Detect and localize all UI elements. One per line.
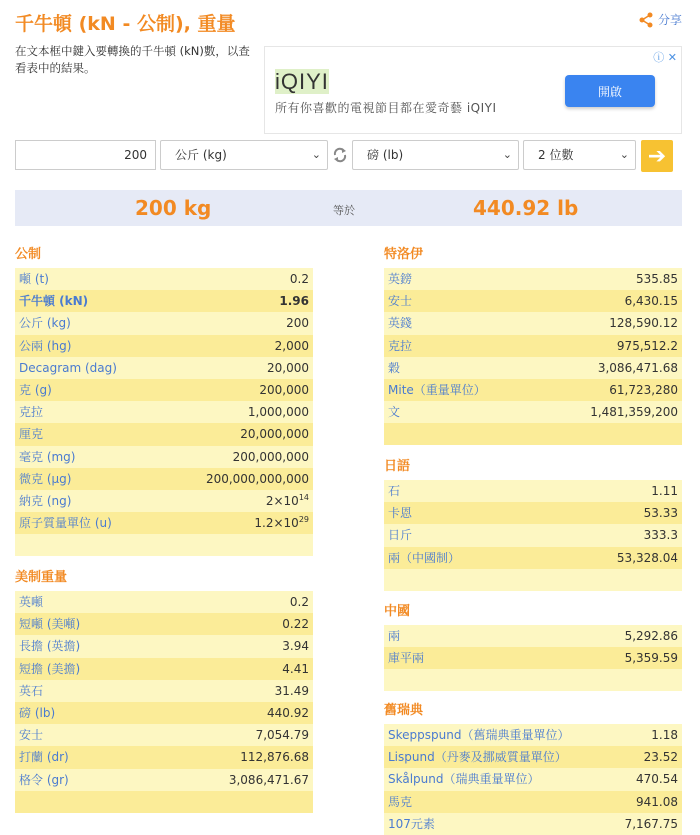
table-china	[384, 625, 682, 691]
from-unit-label: 公斤 (kg)	[175, 148, 227, 162]
table-row	[15, 680, 313, 702]
table-row	[15, 702, 313, 724]
precision-select[interactable]	[523, 140, 636, 170]
table-row	[384, 290, 682, 312]
table-row	[15, 290, 313, 312]
table-row	[15, 658, 313, 680]
table-spacer	[384, 669, 682, 691]
row-label: 文	[388, 405, 401, 420]
row-label: 安士	[388, 294, 413, 309]
convert-button[interactable]	[641, 140, 673, 172]
row-value: $2\times 10^{14}$	[265, 492, 309, 508]
chevron-down-icon: ⌄	[311, 148, 321, 161]
ad-open-button[interactable]: 開啟	[565, 75, 655, 107]
row-value: 941.08	[636, 794, 678, 809]
chevron-down-icon: ⌄	[619, 148, 629, 161]
table-row	[384, 768, 682, 790]
section-title-china: 中國	[384, 604, 411, 619]
table-row	[384, 401, 682, 423]
row-value: 53,328.04	[616, 550, 678, 565]
row-label: 毫克 (mg)	[19, 449, 76, 464]
row-value: 1.96	[279, 294, 309, 309]
table-row	[15, 613, 313, 635]
row-label: Lispund（丹麥及挪威質量單位）	[388, 750, 567, 765]
table-row	[15, 635, 313, 657]
row-value: 200,000,000,000	[205, 471, 309, 486]
row-label: Mite（重量單位）	[388, 382, 486, 397]
table-row	[384, 502, 682, 524]
table-spacer	[384, 569, 682, 591]
row-value: $1.2\times 10^{29}$	[254, 515, 309, 531]
row-label: 克拉	[19, 405, 44, 420]
row-label: Skålpund（瑞典重量單位）	[388, 772, 540, 787]
chevron-down-icon: ⌄	[502, 148, 512, 161]
row-label: 克 (g)	[19, 382, 52, 397]
table-japan	[384, 480, 682, 591]
row-value: 200	[286, 316, 309, 331]
row-label: 安士	[19, 728, 44, 743]
row-label: 微克 (µg)	[19, 471, 72, 486]
row-value: 440.92	[267, 705, 309, 720]
table-row	[15, 312, 313, 334]
row-label: 英鎊	[388, 272, 413, 286]
ad-logo: iQIYI	[275, 69, 329, 94]
row-label: 馬克	[388, 794, 413, 809]
row-label: 厘克	[19, 427, 44, 442]
row-value: 53.33	[643, 506, 678, 521]
row-label: 公兩 (hg)	[19, 338, 72, 353]
row-label: 英錢	[388, 316, 413, 331]
table-row	[15, 512, 313, 534]
row-value: 112,876.68	[240, 750, 309, 765]
table-row	[384, 625, 682, 647]
row-value: 0.22	[282, 617, 309, 632]
row-label: 英噸	[19, 595, 44, 609]
table-row	[15, 769, 313, 791]
table-row	[15, 591, 313, 613]
table-row	[384, 647, 682, 669]
row-value: 535.85	[636, 272, 678, 286]
ad-info-icon[interactable]: ⓘ ✕	[653, 51, 677, 64]
table-row	[384, 746, 682, 768]
row-value: 20,000,000	[240, 427, 309, 442]
row-label: 公斤 (kg)	[19, 316, 71, 331]
table-row	[15, 268, 313, 290]
row-value: 61,723,280	[609, 382, 678, 397]
row-label: 兩（中國制）	[388, 550, 461, 565]
table-spacer	[15, 791, 313, 813]
table-row	[384, 335, 682, 357]
to-unit-label: 磅 (lb)	[367, 148, 404, 162]
share-button[interactable]	[638, 11, 682, 28]
row-value: 470.54	[636, 772, 678, 787]
share-label: 分享	[657, 13, 682, 27]
from-unit-select[interactable]	[160, 140, 328, 170]
ad-banner[interactable]	[264, 46, 682, 134]
row-value: 975,512.2	[616, 338, 678, 353]
table-row	[384, 379, 682, 401]
ad-text: 所有你喜歡的電視節目都在愛奇藝 iQIYI	[275, 101, 497, 115]
row-value: 7,167.75	[624, 816, 678, 831]
result-to: 440.92 lb	[473, 196, 579, 220]
row-label: 原子質量單位 (u)	[19, 516, 112, 531]
section-title-metric: 公制	[15, 247, 42, 262]
row-value: 1.11	[651, 484, 678, 498]
row-value: 7,054.79	[255, 728, 309, 743]
row-value: 3,086,471.68	[597, 360, 678, 375]
table-spacer	[384, 423, 682, 445]
section-title-japan: 日語	[384, 459, 411, 474]
row-value: 5,359.59	[624, 651, 678, 666]
row-value: 1,000,000	[247, 405, 309, 420]
table-metric	[15, 268, 313, 556]
row-label: 卡恩	[388, 506, 413, 521]
table-row	[15, 746, 313, 768]
row-label: Decagram (dag)	[19, 360, 117, 375]
table-troy	[384, 268, 682, 445]
page-title: 千牛頓 (kN - 公制), 重量	[15, 13, 236, 35]
table-row	[384, 724, 682, 746]
row-value: 1,481,359,200	[590, 405, 678, 420]
page-description: 在文本框中鍵入要轉換的千牛頓 (kN)數，以查看表中的結果。	[15, 44, 250, 75]
row-value: 0.2	[289, 595, 309, 609]
table-row	[15, 724, 313, 746]
table-row	[384, 791, 682, 813]
row-label: 長擔 (英擔)	[19, 639, 81, 654]
row-label: 納克 (ng)	[19, 493, 72, 508]
row-label: 日斤	[388, 528, 413, 543]
table-row	[384, 480, 682, 502]
row-label: 磅 (lb)	[19, 705, 56, 720]
table-row	[15, 379, 313, 401]
precision-label: 2 位數	[538, 148, 574, 162]
row-label: 庫平兩	[388, 651, 425, 666]
row-label: 107元素	[388, 816, 435, 831]
table-row	[384, 357, 682, 379]
row-label: 短噸 (美噸)	[19, 617, 81, 632]
row-value: 200,000,000	[232, 449, 309, 464]
result-from: 200 kg	[135, 196, 212, 220]
row-value: 20,000	[267, 360, 309, 375]
row-label: 打蘭 (dr)	[19, 750, 69, 765]
table-row	[15, 446, 313, 468]
swap-icon[interactable]	[331, 145, 349, 165]
row-label: 穀	[388, 360, 401, 375]
table-row	[15, 335, 313, 357]
row-label: 噸 (t)	[19, 272, 49, 286]
row-value: 128,590.12	[609, 316, 678, 331]
row-value: 6,430.15	[624, 294, 678, 309]
section-title-sweden: 舊瑞典	[384, 703, 424, 718]
table-row	[384, 268, 682, 290]
section-title-us: 美制重量	[15, 570, 68, 585]
table-sweden	[384, 724, 682, 835]
table-row	[384, 547, 682, 569]
row-value: 3,086,471.67	[228, 772, 309, 787]
value-input[interactable]: 200	[15, 140, 156, 170]
row-label: 短擔 (美擔)	[19, 661, 81, 676]
arrow-right-icon: ➔	[647, 143, 667, 169]
to-unit-select[interactable]	[352, 140, 519, 170]
row-value: 4.41	[282, 661, 309, 676]
share-icon	[638, 12, 654, 28]
row-label: 克拉	[388, 338, 413, 353]
row-value: 1.18	[651, 728, 678, 742]
row-value: 31.49	[274, 683, 309, 698]
row-value: 2,000	[274, 338, 309, 353]
row-value: 200,000	[259, 382, 309, 397]
table-row	[384, 813, 682, 835]
table-row	[15, 468, 313, 490]
table-row	[15, 357, 313, 379]
table-row	[15, 423, 313, 445]
row-label: 英石	[19, 683, 44, 698]
result-bar	[15, 190, 682, 226]
row-value: 3.94	[282, 639, 309, 654]
table-us	[15, 591, 313, 813]
row-value: 23.52	[643, 750, 678, 765]
row-value: 0.2	[289, 272, 309, 286]
table-row	[384, 524, 682, 546]
result-equals: 等於	[333, 204, 355, 217]
converter-bar	[15, 140, 685, 170]
table-row	[384, 312, 682, 334]
table-row	[15, 401, 313, 423]
table-row	[15, 490, 313, 512]
row-label: 兩	[388, 629, 401, 643]
row-value: 333.3	[643, 528, 678, 543]
row-label: 石	[388, 484, 401, 498]
row-value: 5,292.86	[624, 629, 678, 643]
row-label: 格令 (gr)	[19, 772, 69, 787]
row-label: Skeppspund（舊瑞典重量單位）	[388, 728, 570, 742]
section-title-troy: 特洛伊	[384, 247, 424, 262]
row-label: 千牛頓 (kN)	[19, 294, 89, 309]
table-spacer	[15, 534, 313, 556]
